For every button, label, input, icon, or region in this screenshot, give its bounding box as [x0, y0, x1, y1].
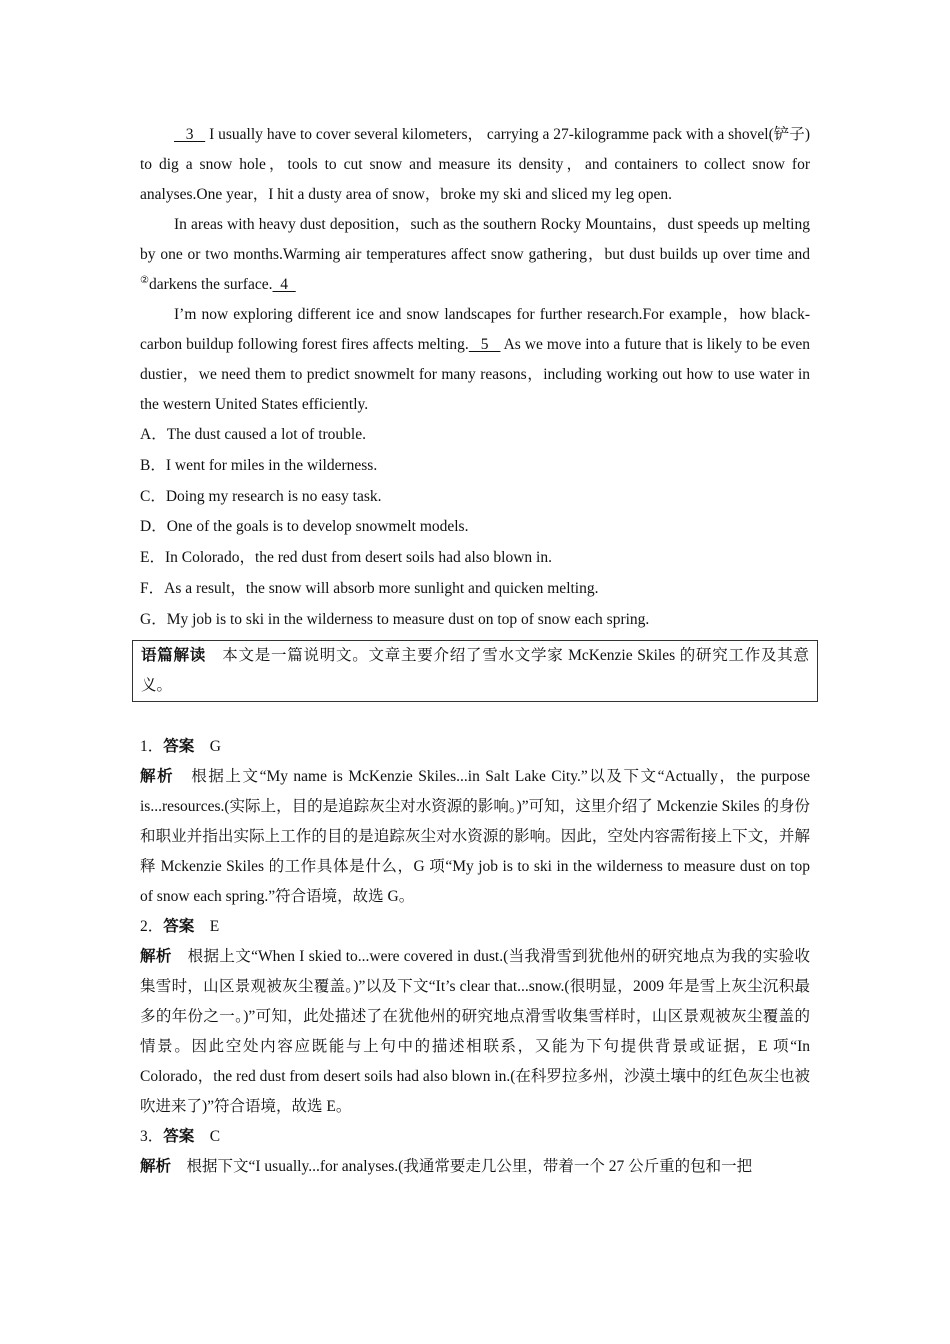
answer-label: 答案: [163, 737, 195, 755]
summary-body: 本文是一篇说明文。文章主要介绍了雪水文学家 McKenzie Skiles 的研究工作及其意义。: [141, 646, 809, 694]
document-page: [140, 120, 810, 1182]
answer-number: 1．: [140, 737, 164, 755]
options-list: [140, 420, 810, 636]
answer-value: C: [194, 1127, 221, 1145]
analysis-1: [140, 762, 810, 912]
option-e: E．In Colorado，the red dust from desert soils had also blown in.: [140, 549, 552, 567]
option-d: D．One of the goals is to develop snowmelt models.: [140, 518, 469, 536]
passage-paragraph-2: [140, 210, 810, 300]
analysis-label: 解析: [140, 1157, 172, 1175]
blank-4: 4: [272, 276, 296, 293]
summary-text: [141, 641, 809, 701]
analysis-text: 根据下文“I usually...for analyses.(我通常要走几公里，带着一个 27 公斤重的包和一把: [171, 1157, 753, 1175]
paragraph-text: I’m now exploring different ice and snow landscapes for further research.For example，how black-carbon buildup following forest fires affects melting.: [140, 306, 810, 353]
analysis-label: 解析: [140, 947, 172, 965]
option-g: G．My job is to ski in the wilderness to measure dust on top of snow each spring.: [140, 610, 650, 628]
analysis-2: [140, 942, 810, 1122]
circled-number: ②: [140, 274, 149, 286]
option-c: C．Doing my research is no easy task.: [140, 487, 382, 505]
answer-3: [140, 1122, 810, 1152]
analysis-3: [140, 1152, 810, 1182]
analysis-text: 根据上文“My name is McKenzie Skiles...in Salt Lake City.”以及下文“Actually，the purpose is...resources.(实际上，目的是追踪灰尘对水资源的影响。)”可知，这里介绍了 Mckenzie Skiles 的身份和职业并指出实际上工作的目的是追踪灰尘对水资源的影响。因此，空处内容需衔接上下文，并解释 Mckenzie Skiles 的工作具体是什么，G 项“My job is to ski in the wilderness to measure dust on top of snow each spring.”符合语境，故选 G。: [140, 767, 810, 905]
answer-value: E: [194, 917, 220, 935]
summary-box: [132, 640, 818, 702]
paragraph-text: In areas with heavy dust deposition，such as the southern Rocky Mountains，dust speeds up melting by one or two months.Warming air temperatures affect snow gathering，but dust builds up over time and: [140, 216, 810, 263]
answer-2: [140, 912, 810, 942]
passage-paragraph-1: [140, 120, 810, 210]
answer-number: 2．: [140, 917, 164, 935]
paragraph-text: I usually have to cover several kilometers， carrying a 27-kilogramme pack with a shovel(铲子) to dig a snow hole，tools to cut snow and measure its density，and containers to collect snow for analyses.One year，I hit a dusty area of snow，broke my ski and sliced my leg open.: [140, 126, 810, 203]
answer-label: 答案: [163, 1127, 195, 1145]
blank-3: 3: [174, 126, 206, 143]
analysis-text: 根据上文“When I skied to...were covered in dust.(当我滑雪到犹他州的研究地点为我的实验收集雪时，山区景观被灰尘覆盖。)”以及下文“It’s clear that...snow.(很明显，2009 年是雪上灰尘沉积最多的年份之一。)”可知，此处描述了在犹他州的研究地点滑雪收集雪样时，山区景观被灰尘覆盖的情景。因此空处内容应既能与上句中的描述相联系，又能为下句提供背景或证据，E 项“In Colorado，the red dust from desert soils had also blown in.(在科罗拉多州，沙漠土壤中的红色灰尘也被吹进来了)”符合语境，故选 E。: [140, 947, 810, 1115]
answers-section: [140, 732, 810, 1182]
passage-paragraph-3: [140, 300, 810, 420]
option-f: F．As a result，the snow will absorb more sunlight and quicken melting.: [140, 579, 599, 597]
answer-1: [140, 732, 810, 762]
paragraph-text: As we move into a future that is likely to be even dustier，we need them to predict snowmelt for many reasons，including working out how to use water in the western United States efficiently.: [140, 336, 810, 413]
option-b: B．I went for miles in the wilderness.: [140, 456, 378, 474]
paragraph-text: darkens the surface.: [148, 276, 273, 293]
answer-value: G: [194, 737, 221, 755]
blank-5: 5: [468, 336, 501, 353]
answer-label: 答案: [163, 917, 195, 935]
analysis-label: 解析: [140, 767, 175, 785]
summary-label: 语篇解读: [141, 646, 206, 664]
option-a: A．The dust caused a lot of trouble.: [140, 426, 366, 443]
answer-number: 3．: [140, 1127, 164, 1145]
